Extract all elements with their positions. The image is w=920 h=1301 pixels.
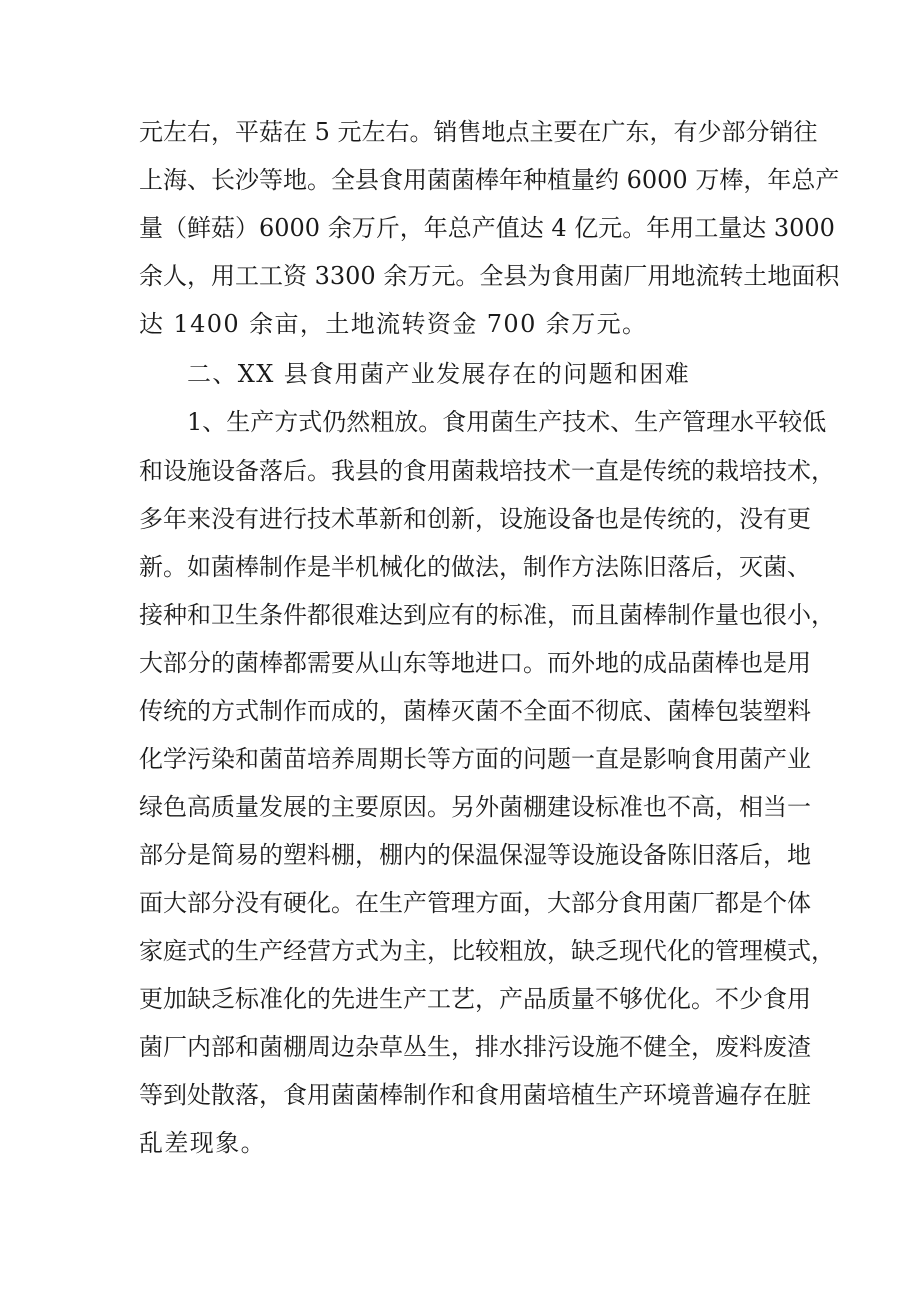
- paragraph1-line: 元左右，平菇在 5 元左右。销售地点主要在广东，有少部分销往: [139, 118, 818, 146]
- paragraph2-line: 传统的方式制作而成的，菌棒灭菌不全面不彻底、菌棒包装塑料: [139, 697, 811, 725]
- paragraph2-line: 多年来没有进行技术革新和创新，设施设备也是传统的，没有更: [139, 505, 811, 533]
- paragraph1-line: 达 1400 余亩，土地流转资金 700 余万元。: [139, 310, 648, 338]
- paragraph2-line: 面大部分没有硬化。在生产管理方面，大部分食用菌厂都是个体: [139, 889, 811, 917]
- paragraph2-line: 和设施设备落后。我县的食用菌栽培技术一直是传统的栽培技术，: [139, 457, 835, 485]
- paragraph1-line: 余人，用工工资 3300 余万元。全县为食用菌厂用地流转土地面积: [139, 262, 840, 290]
- paragraph2-line: 家庭式的生产经营方式为主，比较粗放，缺乏现代化的管理模式，: [139, 937, 835, 965]
- paragraph2-line: 更加缺乏标准化的先进生产工艺，产品质量不够优化。不少食用: [139, 985, 811, 1013]
- paragraph2-line: 绿色高质量发展的主要原因。另外菌棚建设标准也不高，相当一: [139, 793, 811, 821]
- paragraph2-line: 化学污染和菌苗培养周期长等方面的问题一直是影响食用菌产业: [139, 745, 811, 773]
- paragraph2-line: 部分是简易的塑料棚，棚内的保温保湿等设施设备陈旧落后，地: [139, 841, 811, 869]
- paragraph1-line: 上海、长沙等地。全县食用菌菌棒年种植量约 6000 万棒，年总产: [139, 166, 840, 194]
- paragraph2-line: 1、生产方式仍然粗放。食用菌生产技术、生产管理水平较低: [187, 408, 827, 436]
- paragraph2-line: 接种和卫生条件都很难达到应有的标准，而且菌棒制作量也很小，: [139, 601, 835, 629]
- paragraph2-line: 新。如菌棒制作是半机械化的做法，制作方法陈旧落后，灭菌、: [139, 553, 811, 581]
- paragraph2-line: 大部分的菌棒都需要从山东等地进口。而外地的成品菌棒也是用: [139, 649, 811, 677]
- paragraph2-line: 等到处散落，食用菌菌棒制作和食用菌培植生产环境普遍存在脏: [139, 1081, 811, 1109]
- paragraph2-line: 菌厂内部和菌棚周边杂草丛生，排水排污设施不健全，废料废渣: [139, 1033, 811, 1061]
- paragraph2-line: 乱差现象。: [139, 1129, 266, 1157]
- section-heading: 二、XX 县食用菌产业发展存在的问题和困难: [187, 360, 691, 388]
- paragraph1-line: 量（鲜菇）6000 余万斤，年总产值达 4 亿元。年用工量达 3000: [139, 214, 835, 242]
